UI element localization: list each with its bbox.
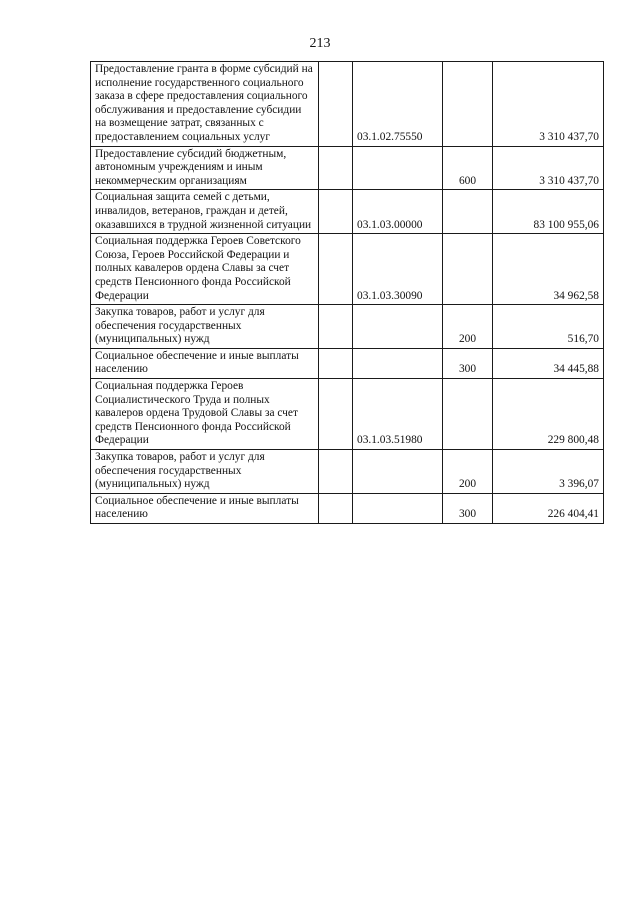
table-row: [91, 379, 604, 450]
blank-cell: [319, 348, 353, 378]
expense-type-code: [443, 62, 493, 147]
amount-value: 34 962,58: [493, 234, 604, 305]
expense-type-code: 200: [443, 305, 493, 349]
target-article-code: [353, 450, 443, 494]
table-row: [91, 450, 604, 494]
target-article-code: 03.1.03.30090: [353, 234, 443, 305]
amount-value: 3 310 437,70: [493, 62, 604, 147]
item-name: Социальная поддержка Героев Советского Союза, Героев Российской Федерации и полных кавалеров ордена Славы за счет средств Пенсионного фонда Российской Федерации: [91, 234, 319, 305]
amount-value: 516,70: [493, 305, 604, 349]
target-article-code: 03.1.03.00000: [353, 190, 443, 234]
item-name: Социальное обеспечение и иные выплаты населению: [91, 348, 319, 378]
target-article-code: 03.1.02.75550: [353, 62, 443, 147]
expense-type-code: 300: [443, 348, 493, 378]
target-article-code: 03.1.03.51980: [353, 379, 443, 450]
amount-value: 226 404,41: [493, 493, 604, 523]
item-name: Закупка товаров, работ и услуг для обеспечения государственных (муниципальных) нужд: [91, 305, 319, 349]
expense-type-code: [443, 379, 493, 450]
expense-type-code: [443, 190, 493, 234]
page-number: 213: [309, 36, 331, 51]
item-name: Социальное обеспечение и иные выплаты населению: [91, 493, 319, 523]
blank-cell: [319, 379, 353, 450]
amount-value: 3 396,07: [493, 450, 604, 494]
blank-cell: [319, 62, 353, 147]
budget-table: [90, 61, 604, 524]
item-name: Предоставление субсидий бюджетным, автономным учреждениям и иным некоммерческим организациям: [91, 146, 319, 190]
target-article-code: [353, 305, 443, 349]
target-article-code: [353, 348, 443, 378]
blank-cell: [319, 190, 353, 234]
expense-type-code: [443, 234, 493, 305]
amount-value: 83 100 955,06: [493, 190, 604, 234]
budget-table-body: [91, 62, 604, 524]
table-row: [91, 190, 604, 234]
table-row: [91, 62, 604, 147]
blank-cell: [319, 450, 353, 494]
blank-cell: [319, 234, 353, 305]
expense-type-code: 200: [443, 450, 493, 494]
amount-value: 34 445,88: [493, 348, 604, 378]
expense-type-code: 600: [443, 146, 493, 190]
blank-cell: [319, 146, 353, 190]
item-name: Закупка товаров, работ и услуг для обеспечения государственных (муниципальных) нужд: [91, 450, 319, 494]
amount-value: 3 310 437,70: [493, 146, 604, 190]
expense-type-code: 300: [443, 493, 493, 523]
table-row: [91, 305, 604, 349]
amount-value: 229 800,48: [493, 379, 604, 450]
target-article-code: [353, 146, 443, 190]
table-row: [91, 493, 604, 523]
target-article-code: [353, 493, 443, 523]
item-name: Предоставление гранта в форме субсидий на исполнение государственного социального заказа в сфере предоставления социального обслуживания и предоставление субсидии на возмещение затрат, связанных с предоставлением социальных услуг: [91, 62, 319, 147]
table-row: [91, 234, 604, 305]
blank-cell: [319, 305, 353, 349]
item-name: Социальная поддержка Героев Социалистического Труда и полных кавалеров ордена Трудовой Славы за счет средств Пенсионного фонда Российской Федерации: [91, 379, 319, 450]
item-name: Социальная защита семей с детьми, инвалидов, ветеранов, граждан и детей, оказавшихся в трудной жизненной ситуации: [91, 190, 319, 234]
table-row: [91, 146, 604, 190]
table-row: [91, 348, 604, 378]
blank-cell: [319, 493, 353, 523]
